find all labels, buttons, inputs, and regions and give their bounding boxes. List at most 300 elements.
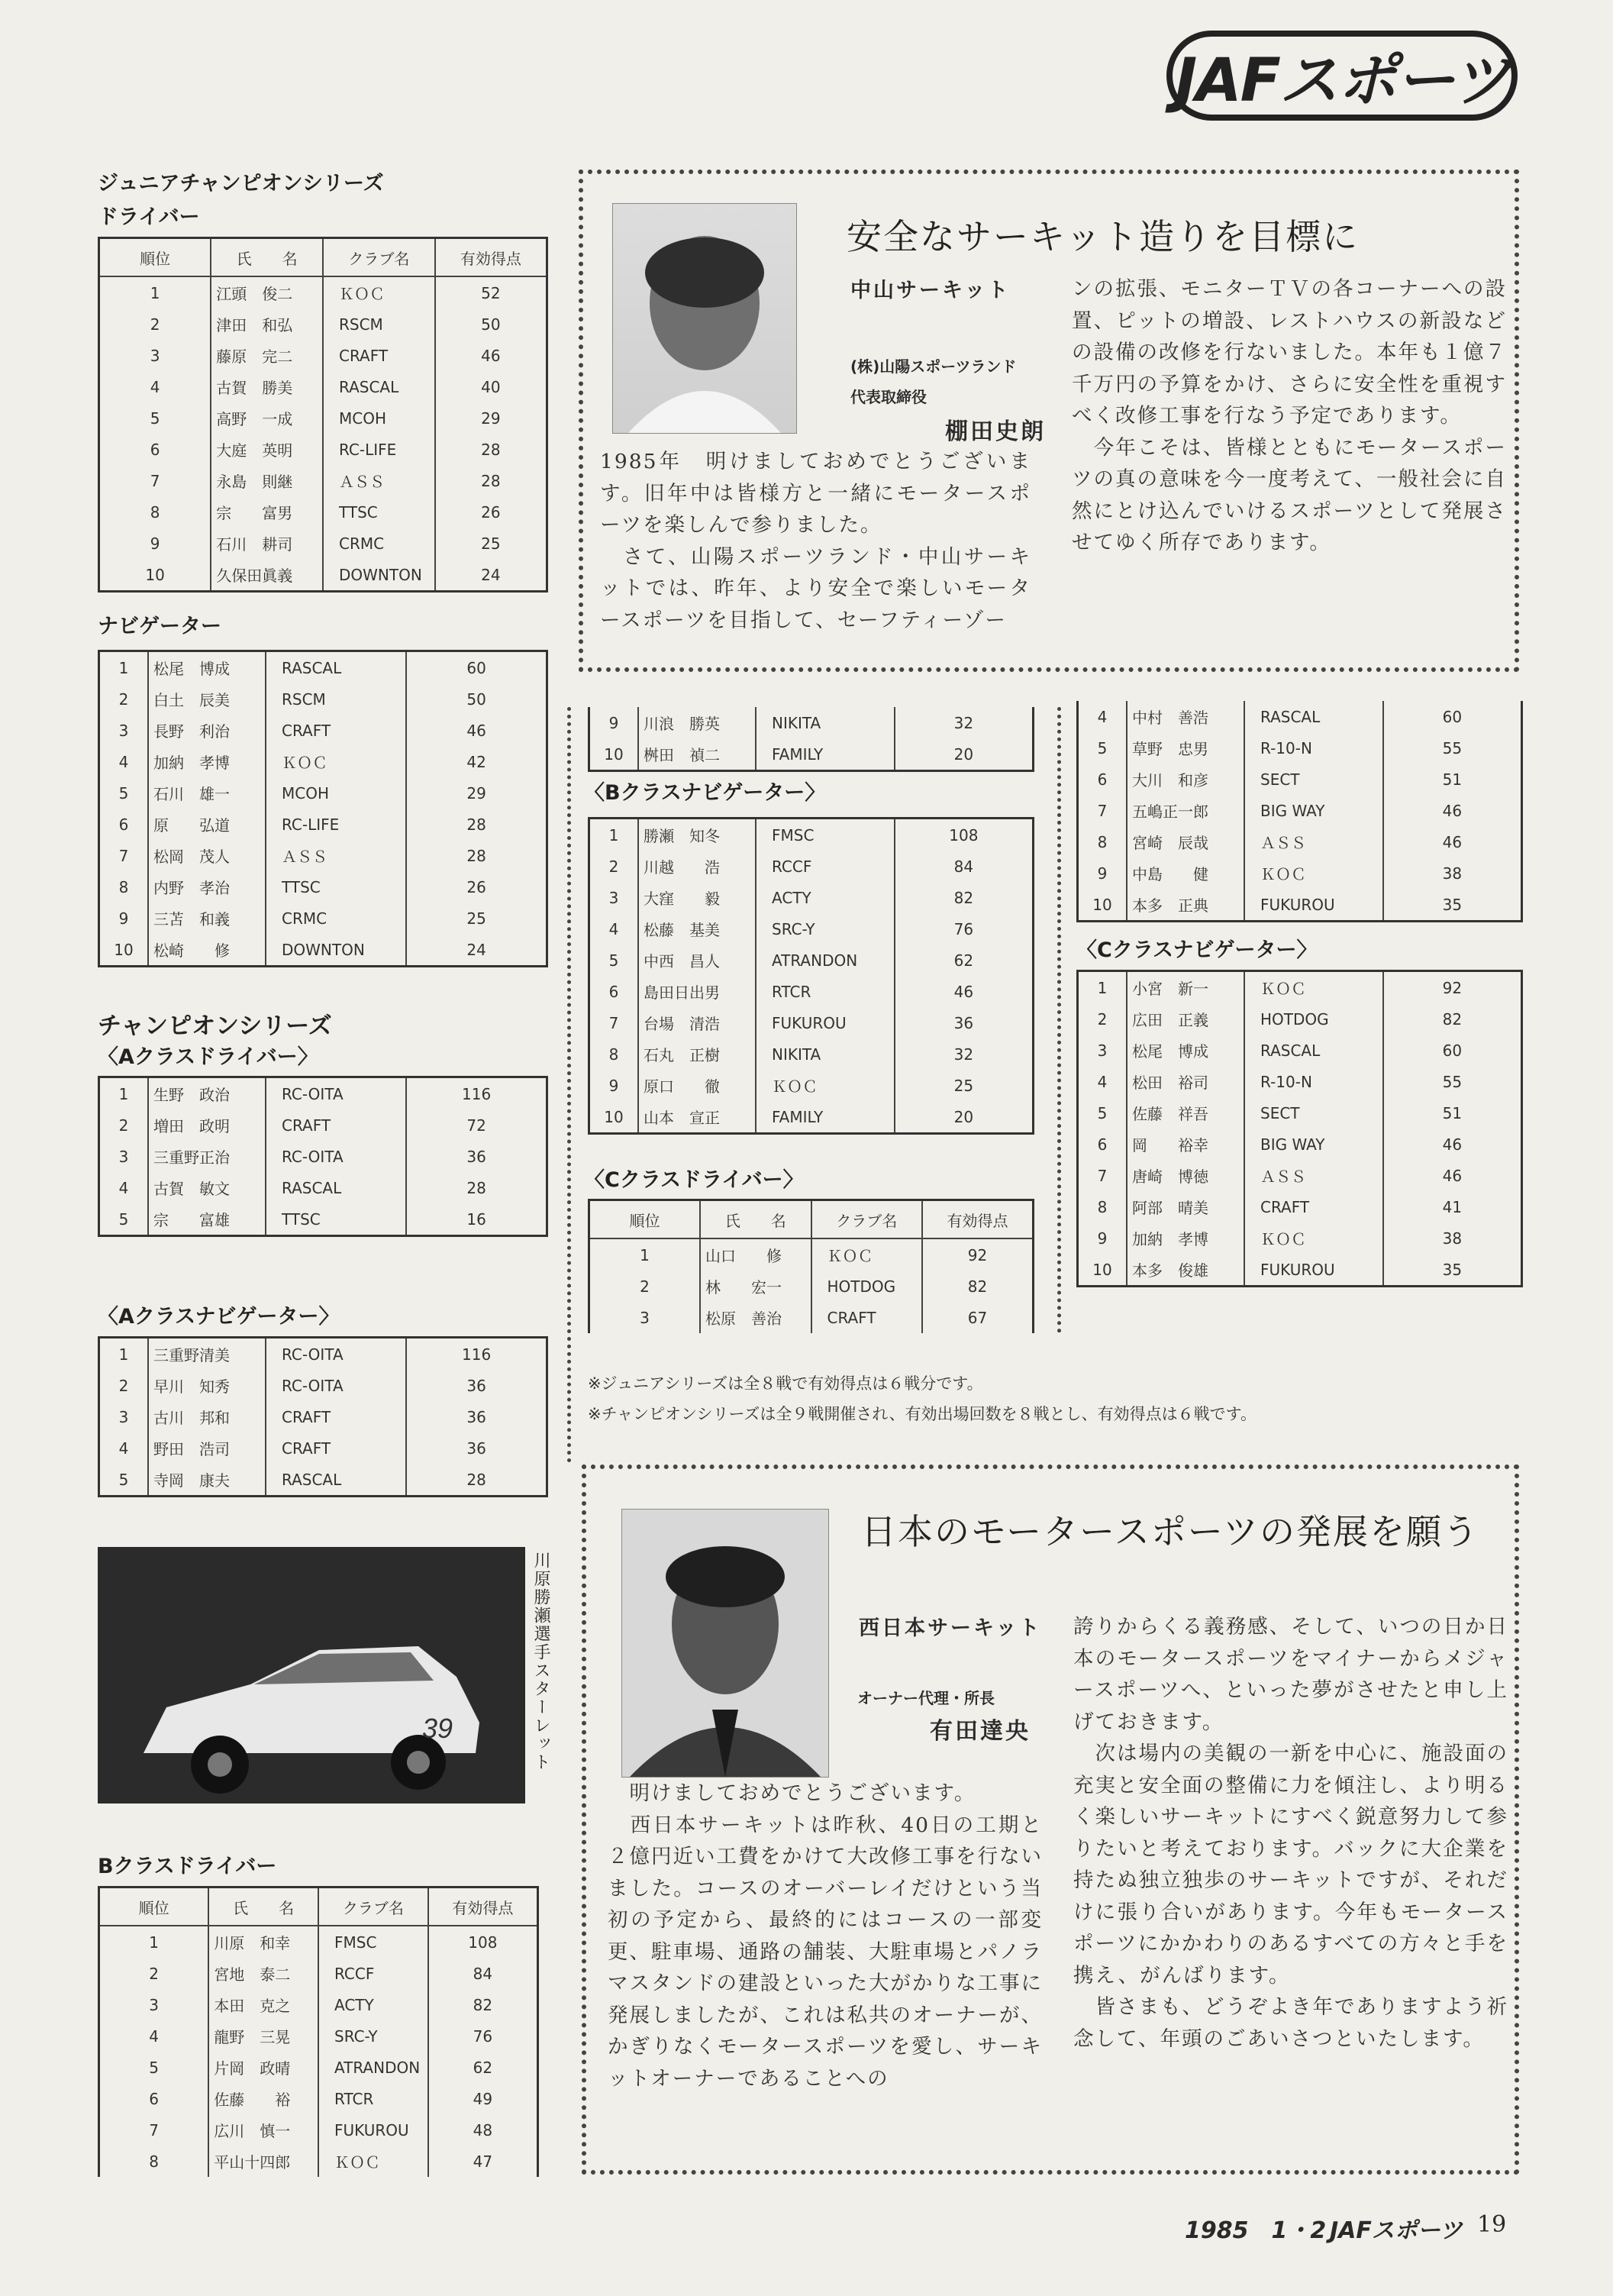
points-cell: 28 — [481, 440, 501, 459]
name-cell: 生野 政治 — [148, 1077, 266, 1110]
table-row — [99, 2114, 538, 2146]
table-row — [99, 809, 547, 840]
rank-cell: 2 — [99, 683, 149, 715]
points-cell: 60 — [1442, 707, 1463, 726]
rank-cell: 6 — [589, 976, 639, 1007]
article-nakayama — [579, 170, 1519, 672]
points-cell: 38 — [1442, 1229, 1463, 1248]
club-cell: CRAFT — [266, 715, 406, 746]
rank-cell: 1 — [99, 1077, 149, 1110]
table-row — [589, 707, 1034, 738]
points-cell: 67 — [967, 1308, 988, 1327]
column-divider — [567, 707, 571, 1463]
club-cell: ＫＯＣ — [1244, 857, 1383, 889]
rank-cell: 7 — [99, 2114, 209, 2146]
name-cell: 三苫 和義 — [148, 903, 266, 934]
article2-role: オーナー代理・所長 — [857, 1689, 995, 1707]
note-junior: ※ジュニアシリーズは全８戦で有効得点は６戦分です。 — [588, 1374, 983, 1393]
name-cell: 佐藤 裕 — [208, 2083, 318, 2114]
name-cell: 松岡 茂人 — [148, 840, 266, 871]
article2-person: 有田達央 — [930, 1718, 1031, 1745]
table-row — [99, 308, 547, 340]
table-row — [1078, 795, 1522, 826]
name-cell: 江頭 俊二 — [211, 276, 323, 308]
points-cell: 41 — [1442, 1197, 1463, 1216]
points-cell: 35 — [1442, 1260, 1463, 1279]
name-cell: 松藤 基美 — [638, 913, 756, 945]
name-cell: 本田 克之 — [208, 1989, 318, 2020]
club-cell: ＡＳＳ — [323, 465, 435, 496]
table-row — [589, 945, 1034, 976]
rank-cell: 5 — [99, 777, 149, 809]
table-row — [99, 402, 547, 434]
points-cell: 28 — [466, 1178, 486, 1197]
name-cell: 石川 耕司 — [211, 528, 323, 559]
table-row — [99, 496, 547, 528]
article2-col1: 明けましておめでとうございます。 西日本サーキットは昨秋、40日の工期と２億円近い工費をかけて大改修工事を行ないました。コースのオーバーレイだけという当初の予定から、最終的にはコースの一部変更、駐車場、通路の舗装、大駐車場とパノラマスタンドの建設といった大がかりな工事に発展しましたが、これは私共のオーナーが、かぎりなくモータースポーツを愛し、サーキットオーナーであることへの — [608, 1781, 1043, 2091]
points-cell: 42 — [466, 752, 486, 771]
points-cell: 76 — [473, 2026, 493, 2046]
table-row — [99, 1926, 538, 1958]
table-row — [1078, 1003, 1522, 1035]
junior-driver-title: ドライバー — [98, 205, 200, 229]
column-header: 氏 名 — [700, 1200, 811, 1239]
table-row — [99, 1338, 547, 1371]
club-cell: FUKUROU — [1244, 889, 1383, 922]
name-cell: 小宮 新一 — [1127, 971, 1244, 1004]
rank-cell: 6 — [99, 2083, 209, 2114]
table-row — [589, 1302, 1034, 1333]
name-cell: 古賀 勝美 — [211, 371, 323, 402]
club-cell: SECT — [1244, 764, 1383, 795]
points-cell: 20 — [953, 744, 974, 764]
club-cell: RC-LIFE — [266, 809, 406, 840]
points-cell: 108 — [949, 825, 979, 844]
rank-cell: 10 — [1078, 889, 1127, 922]
name-cell: 藤原 完二 — [211, 340, 323, 371]
name-cell: 加納 孝博 — [1127, 1222, 1244, 1254]
rank-cell: 8 — [1078, 826, 1127, 857]
a-driver-table — [98, 1076, 548, 1237]
name-cell: 勝瀬 知冬 — [638, 819, 756, 851]
name-cell: 岡 裕幸 — [1127, 1129, 1244, 1160]
name-cell: 松原 善治 — [700, 1302, 811, 1333]
club-cell: DOWNTON — [266, 934, 406, 967]
points-cell: 50 — [481, 315, 501, 334]
name-cell: 宮地 泰二 — [208, 1958, 318, 1989]
rank-cell: 4 — [1078, 1066, 1127, 1097]
table-row — [99, 276, 547, 308]
club-cell: ＫＯＣ — [1244, 1222, 1383, 1254]
table-row — [1078, 1066, 1522, 1097]
footer-issue: 1985 1・2 — [1185, 2217, 1327, 2244]
name-cell: 寺岡 康夫 — [148, 1464, 266, 1497]
points-cell: 20 — [953, 1107, 974, 1126]
club-cell: RSCM — [323, 308, 435, 340]
points-cell: 46 — [1442, 832, 1463, 851]
rank-cell: 5 — [1078, 1097, 1127, 1129]
points-cell: 82 — [953, 888, 974, 907]
article1-col2: ンの拡張、モニターＴＶの各コーナーへの設置、ピットの増設、レストハウスの新設などの設備の改修を行ないました。本年も１億７千万円の予算をかけ、さらに安全性を重視すべく改修工事を行なう予定であります。 今年こそは、皆様とともにモータースポーツの真の意味を今一度考えて、一般社会に自然にとけ込んでいけるスポーツとして発展させてゆく所存であります。 — [1072, 277, 1507, 554]
club-cell: RASCAL — [266, 1464, 406, 1497]
points-cell: 55 — [1442, 738, 1463, 757]
name-cell: 早川 知秀 — [148, 1370, 266, 1401]
club-cell: BIG WAY — [1244, 1129, 1383, 1160]
points-cell: 48 — [473, 2120, 493, 2139]
name-cell: 長野 利治 — [148, 715, 266, 746]
name-cell: 石丸 正樹 — [638, 1038, 756, 1070]
points-cell: 46 — [481, 346, 501, 365]
name-cell: 本多 正典 — [1127, 889, 1244, 922]
name-cell: 宗 富男 — [211, 496, 323, 528]
rank-cell: 2 — [589, 851, 639, 882]
table-row — [589, 913, 1034, 945]
table-row — [1078, 1222, 1522, 1254]
rank-cell: 8 — [1078, 1191, 1127, 1222]
name-cell: 松尾 博成 — [1127, 1035, 1244, 1066]
club-cell: SRC-Y — [756, 913, 895, 945]
club-cell: ACTY — [756, 882, 895, 913]
name-cell: 古賀 敏文 — [148, 1172, 266, 1203]
table-row — [99, 2052, 538, 2083]
rank-cell: 3 — [99, 1989, 209, 2020]
name-cell: 広川 慎一 — [208, 2114, 318, 2146]
rank-cell: 3 — [589, 1302, 701, 1333]
table-row — [99, 1432, 547, 1464]
article-nishinihon — [582, 1464, 1519, 2175]
points-cell: 35 — [1442, 895, 1463, 914]
rank-cell: 8 — [99, 496, 211, 528]
rank-cell: 4 — [589, 913, 639, 945]
table-row — [589, 1070, 1034, 1101]
table-row — [1078, 826, 1522, 857]
column-header: 氏 名 — [208, 1887, 318, 1926]
club-cell: CRAFT — [1244, 1191, 1383, 1222]
footer-brand: JAFスポーツ — [1330, 2217, 1463, 2244]
club-cell: ＫＯＣ — [1244, 971, 1383, 1004]
club-cell: FAMILY — [756, 738, 895, 771]
rank-cell: 6 — [99, 434, 211, 465]
rank-cell: 5 — [99, 1203, 149, 1236]
b-driver-table-cont — [588, 707, 1034, 772]
person-portrait-icon — [613, 204, 796, 433]
rank-cell: 3 — [99, 340, 211, 371]
table-row — [1078, 1191, 1522, 1222]
points-cell: 36 — [466, 1376, 486, 1395]
rank-cell: 5 — [589, 945, 639, 976]
name-cell: 内野 孝治 — [148, 871, 266, 903]
table-row — [589, 882, 1034, 913]
table-row — [1078, 1097, 1522, 1129]
column-header: クラブ名 — [323, 238, 435, 277]
table-row — [99, 371, 547, 402]
rank-cell: 9 — [1078, 857, 1127, 889]
points-cell: 36 — [466, 1147, 486, 1166]
name-cell: 大窪 毅 — [638, 882, 756, 913]
rank-cell: 5 — [99, 402, 211, 434]
name-cell: 川越 浩 — [638, 851, 756, 882]
club-cell: CRAFT — [266, 1401, 406, 1432]
points-cell: 62 — [953, 951, 974, 970]
points-cell: 28 — [481, 471, 501, 490]
table-row — [99, 683, 547, 715]
article2-col2: 誇りからくる義務感、そして、いつの日か日本のモータースポーツをマイナーからメジャースポーツへ、といった夢がさせたと申し上げておきます。 次は場内の美観の一新を中心に、施設面の充実と安全面の整備に力を傾注し、より明るく楽しいサーキットにすべく鋭意努力して参りたいと考えております。バックに大企業を持たぬ独立独歩のサーキットですが、それだけに張り合いがあります。今年もモータースポーツにかかわりのあるすべての方々と手を携え、がんばります。 皆さまも、どうぞよき年でありますよう祈念して、年頭のごあいさつといたします。 — [1073, 1615, 1508, 2051]
points-cell: 46 — [953, 982, 974, 1001]
club-cell: DOWNTON — [323, 559, 435, 592]
name-cell: 三重野正治 — [148, 1141, 266, 1172]
article1-org: 中山サーキット — [850, 279, 1011, 302]
column-header: 氏 名 — [211, 238, 323, 277]
points-cell: 24 — [481, 565, 501, 584]
points-cell: 47 — [473, 2152, 493, 2171]
rank-cell: 10 — [589, 1101, 639, 1134]
name-cell: 龍野 三晃 — [208, 2020, 318, 2052]
name-cell: 川浪 勝英 — [638, 707, 756, 738]
points-cell: 36 — [466, 1439, 486, 1458]
b-driver-title: Bクラスドライバー — [98, 1855, 277, 1878]
table-row — [589, 738, 1034, 771]
c-driver-title: 〈Cクラスドライバー〉 — [584, 1168, 804, 1192]
rank-cell: 2 — [589, 1271, 701, 1302]
a-navigator-table — [98, 1336, 548, 1497]
table-row — [99, 2146, 538, 2177]
points-cell: 46 — [1442, 1135, 1463, 1154]
table-row — [99, 1464, 547, 1497]
table-row — [99, 559, 547, 592]
rank-cell: 9 — [99, 903, 149, 934]
club-cell: ＫＯＣ — [811, 1238, 923, 1271]
rank-cell: 7 — [99, 840, 149, 871]
points-cell: 29 — [481, 409, 501, 428]
club-cell: R-10-N — [1244, 1066, 1383, 1097]
points-cell: 46 — [1442, 801, 1463, 820]
rank-cell: 10 — [99, 934, 149, 967]
rank-cell: 3 — [589, 882, 639, 913]
name-cell: 大川 和彦 — [1127, 764, 1244, 795]
table-row — [99, 871, 547, 903]
rank-cell: 2 — [1078, 1003, 1127, 1035]
table-row — [99, 651, 547, 684]
club-cell: ＡＳＳ — [1244, 826, 1383, 857]
table-row — [99, 1141, 547, 1172]
club-cell: RC-LIFE — [323, 434, 435, 465]
name-cell: 津田 和弘 — [211, 308, 323, 340]
b-navigator-title: 〈Bクラスナビゲーター〉 — [584, 781, 826, 805]
points-cell: 55 — [1442, 1072, 1463, 1091]
car-number: 39 — [422, 1713, 453, 1744]
table-header-row — [589, 1200, 1034, 1239]
name-cell: 松田 裕司 — [1127, 1066, 1244, 1097]
name-cell: 桝田 禎二 — [638, 738, 756, 771]
name-cell: 中島 健 — [1127, 857, 1244, 889]
points-cell: 28 — [466, 1470, 486, 1489]
rank-cell: 6 — [1078, 1129, 1127, 1160]
club-cell: FUKUROU — [318, 2114, 428, 2146]
junior-driver-table — [98, 237, 548, 593]
points-cell: 72 — [466, 1116, 486, 1135]
points-cell: 92 — [1442, 978, 1463, 997]
table-row — [99, 840, 547, 871]
name-cell: 三重野清美 — [148, 1338, 266, 1371]
club-cell: RCCF — [756, 851, 895, 882]
points-cell: 116 — [462, 1345, 492, 1364]
table-row — [1078, 764, 1522, 795]
name-cell: 宗 富雄 — [148, 1203, 266, 1236]
table-row — [99, 2020, 538, 2052]
rank-cell: 2 — [99, 1958, 209, 1989]
name-cell: 永島 則継 — [211, 465, 323, 496]
club-cell: HOTDOG — [811, 1271, 923, 1302]
rank-cell: 7 — [589, 1007, 639, 1038]
club-cell: R-10-N — [1244, 732, 1383, 764]
points-cell: 92 — [967, 1245, 988, 1264]
club-cell: RASCAL — [266, 1172, 406, 1203]
table-row — [99, 715, 547, 746]
name-cell: 中西 昌人 — [638, 945, 756, 976]
table-row — [99, 903, 547, 934]
rank-cell: 9 — [589, 1070, 639, 1101]
club-cell: FMSC — [756, 819, 895, 851]
rank-cell: 1 — [99, 1926, 209, 1958]
club-cell: RTCR — [756, 976, 895, 1007]
junior-series-title: ジュニアチャンピオンシリーズ — [98, 172, 384, 195]
rank-cell: 7 — [1078, 1160, 1127, 1191]
name-cell: 山本 宣正 — [638, 1101, 756, 1134]
table-row — [99, 746, 547, 777]
table-row — [99, 777, 547, 809]
club-cell: TTSC — [266, 871, 406, 903]
club-cell: ATRANDON — [756, 945, 895, 976]
points-cell: 51 — [1442, 770, 1463, 789]
points-cell: 28 — [466, 846, 486, 865]
club-cell: FUKUROU — [756, 1007, 895, 1038]
note-champion: ※チャンピオンシリーズは全９戦開催され、有効出場回数を８戦とし、有効得点は６戦です。 — [588, 1405, 1257, 1423]
table-row — [1078, 1129, 1522, 1160]
name-cell: 宮崎 辰哉 — [1127, 826, 1244, 857]
points-cell: 26 — [466, 877, 486, 896]
points-cell: 84 — [953, 857, 974, 876]
c-navigator-table — [1076, 970, 1523, 1287]
column-header: 順位 — [99, 1887, 209, 1926]
table-row — [1078, 732, 1522, 764]
club-cell: TTSC — [323, 496, 435, 528]
name-cell: 阿部 晴美 — [1127, 1191, 1244, 1222]
points-cell: 116 — [462, 1084, 492, 1103]
rank-cell: 2 — [99, 308, 211, 340]
table-row — [99, 340, 547, 371]
points-cell: 51 — [1442, 1103, 1463, 1122]
rank-cell: 1 — [99, 276, 211, 308]
table-row — [589, 976, 1034, 1007]
rank-cell: 6 — [99, 809, 149, 840]
points-cell: 108 — [468, 1933, 498, 1952]
table-row — [99, 528, 547, 559]
club-cell: TTSC — [266, 1203, 406, 1236]
club-cell: NIKITA — [756, 707, 895, 738]
rank-cell: 3 — [99, 1401, 149, 1432]
club-cell: FMSC — [318, 1926, 428, 1958]
rank-cell: 10 — [99, 559, 211, 592]
article1-headline: 安全なサーキット造りを目標に — [847, 216, 1360, 257]
table-row — [589, 1101, 1034, 1134]
rank-cell: 4 — [1078, 701, 1127, 732]
column-header: クラブ名 — [318, 1887, 428, 1926]
points-cell: 29 — [466, 783, 486, 802]
rank-cell: 2 — [99, 1370, 149, 1401]
rank-cell: 1 — [1078, 971, 1127, 1004]
rank-cell: 9 — [1078, 1222, 1127, 1254]
article2-org: 西日本サーキット — [859, 1616, 1042, 1640]
club-cell: CRMC — [266, 903, 406, 934]
b-navigator-table — [588, 817, 1034, 1135]
rank-cell: 8 — [589, 1038, 639, 1070]
points-cell: 62 — [473, 2058, 493, 2077]
points-cell: 26 — [481, 502, 501, 522]
table-row — [99, 2083, 538, 2114]
table-row — [1078, 1035, 1522, 1066]
rank-cell: 3 — [1078, 1035, 1127, 1066]
column-header: クラブ名 — [811, 1200, 923, 1239]
rank-cell: 3 — [99, 1141, 149, 1172]
table-row — [1078, 701, 1522, 732]
club-cell: ＫＯＣ — [323, 276, 435, 308]
article1-role: 代表取締役 — [850, 388, 927, 406]
points-cell: 76 — [953, 919, 974, 938]
points-cell: 60 — [466, 658, 486, 677]
table-row — [589, 819, 1034, 851]
rally-car-photo — [98, 1547, 525, 1804]
points-cell: 16 — [466, 1209, 486, 1229]
photo-caption: 川原勝瀬選手スターレット — [531, 1552, 550, 1771]
table-row — [99, 434, 547, 465]
points-cell: 25 — [953, 1076, 974, 1095]
name-cell: 島田日出男 — [638, 976, 756, 1007]
table-row — [99, 1401, 547, 1432]
club-cell: RC-OITA — [266, 1141, 406, 1172]
rank-cell: 7 — [1078, 795, 1127, 826]
club-cell: RC-OITA — [266, 1370, 406, 1401]
name-cell: 松崎 修 — [148, 934, 266, 967]
rank-cell: 5 — [99, 1464, 149, 1497]
table-row — [589, 1238, 1034, 1271]
club-cell: ＡＳＳ — [1244, 1160, 1383, 1191]
car-silhouette-icon — [98, 1547, 525, 1804]
rank-cell: 3 — [99, 715, 149, 746]
name-cell: 本多 俊雄 — [1127, 1254, 1244, 1287]
table-row — [99, 1989, 538, 2020]
name-cell: 台場 清浩 — [638, 1007, 756, 1038]
rank-cell: 4 — [99, 2020, 209, 2052]
article1-col1: 1985年 明けましておめでとうございます。旧年中は皆様方と一緒にモータースポーツを楽しんで参りました。 さて、山陽スポーツランド・中山サーキットでは、昨年、より安全で楽しいモータースポーツを目指して、セーフティーゾー — [600, 450, 1031, 632]
club-cell: CRAFT — [323, 340, 435, 371]
name-cell: 松尾 博成 — [148, 651, 266, 684]
table-row — [99, 1203, 547, 1236]
name-cell: 中村 善浩 — [1127, 701, 1244, 732]
name-cell: 川原 和幸 — [208, 1926, 318, 1958]
points-cell: 38 — [1442, 864, 1463, 883]
club-cell: ＫＯＣ — [756, 1070, 895, 1101]
club-cell: RASCAL — [1244, 701, 1383, 732]
column-header: 順位 — [99, 238, 211, 277]
club-cell: SECT — [1244, 1097, 1383, 1129]
club-cell: FAMILY — [756, 1101, 895, 1134]
club-cell: CRAFT — [811, 1302, 923, 1333]
name-cell: 久保田眞義 — [211, 559, 323, 592]
table-row — [99, 1172, 547, 1203]
name-cell: 佐藤 祥吾 — [1127, 1097, 1244, 1129]
club-cell: MCOH — [266, 777, 406, 809]
rank-cell: 4 — [99, 1172, 149, 1203]
